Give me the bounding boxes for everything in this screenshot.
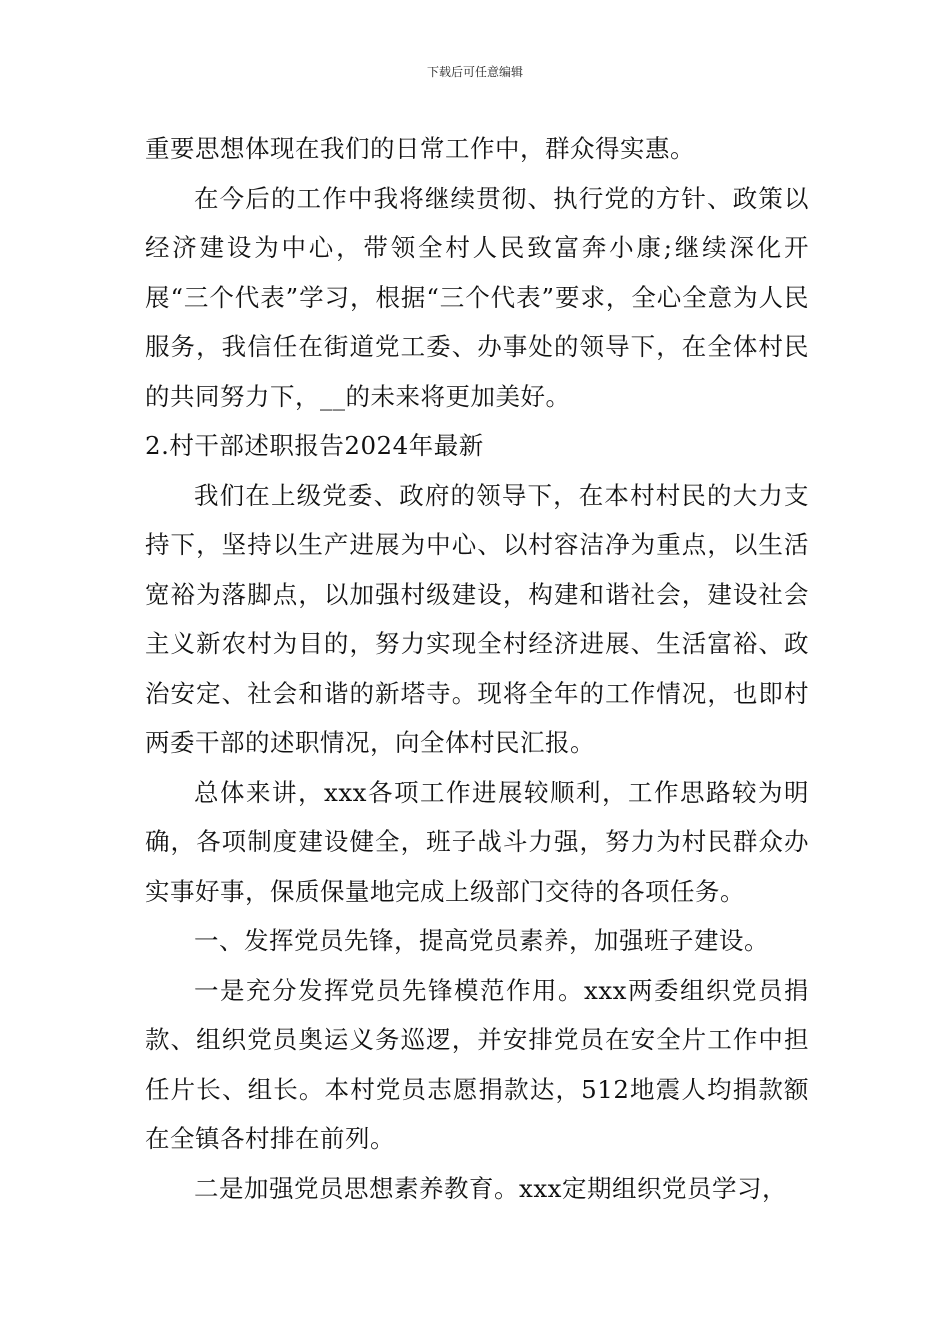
paragraph-point-two: 二是加强党员思想素养教育。xxx定期组织党员学习， <box>194 1173 787 1203</box>
paragraph-future-work: 在今后的工作中我将继续贯彻、执行党的方针、政策以经济建设为中心，带领全村人民致富奔小康;继续深化开展“三个代表”学习，根据“三个代表”要求，全心全意为人民服务，我信任在街道党工委、办事处的领导下，在全体村民的共同努力下，__的未来将更加美好。 <box>145 183 809 411</box>
paragraph-subheading: 一、发挥党员先锋，提高党员素养，加强班子建设。 <box>194 926 769 955</box>
section-heading: 2.村干部述职报告2024年最新 <box>145 431 484 460</box>
paragraph-point-one: 一是充分发挥党员先锋模范作用。xxx两委组织党员捐款、组织党员奥运义务巡逻，并安排党员在安全片工作中担任片长、组长。本村党员志愿捐款达，512地震人均捐款额在全镇各村排在前列。 <box>145 975 809 1153</box>
paragraph-overview: 总体来讲，xxx各项工作进展较顺利，工作思路较为明确，各项制度建设健全，班子战斗力强，努力为村民群众办实事好事，保质保量地完成上级部门交待的各项任务。 <box>145 777 809 906</box>
paragraph-continuation: 重要思想体现在我们的日常工作中，群众得实惠。 <box>145 134 695 163</box>
document-body <box>145 124 809 1213</box>
page-header: 下载后可任意编辑 <box>426 65 523 79</box>
paragraph-intro: 我们在上级党委、政府的领导下，在本村村民的大力支持下，坚持以生产进展为中心、以村容洁净为重点，以生活宽裕为落脚点，以加强村级建设，构建和谐社会，建设社会主义新农村为目的，努力实现全村经济进展、生活富裕、政治安定、社会和谐的新塔寺。现将全年的工作情况，也即村两委干部的述职情况，向全体村民汇报。 <box>145 480 809 757</box>
